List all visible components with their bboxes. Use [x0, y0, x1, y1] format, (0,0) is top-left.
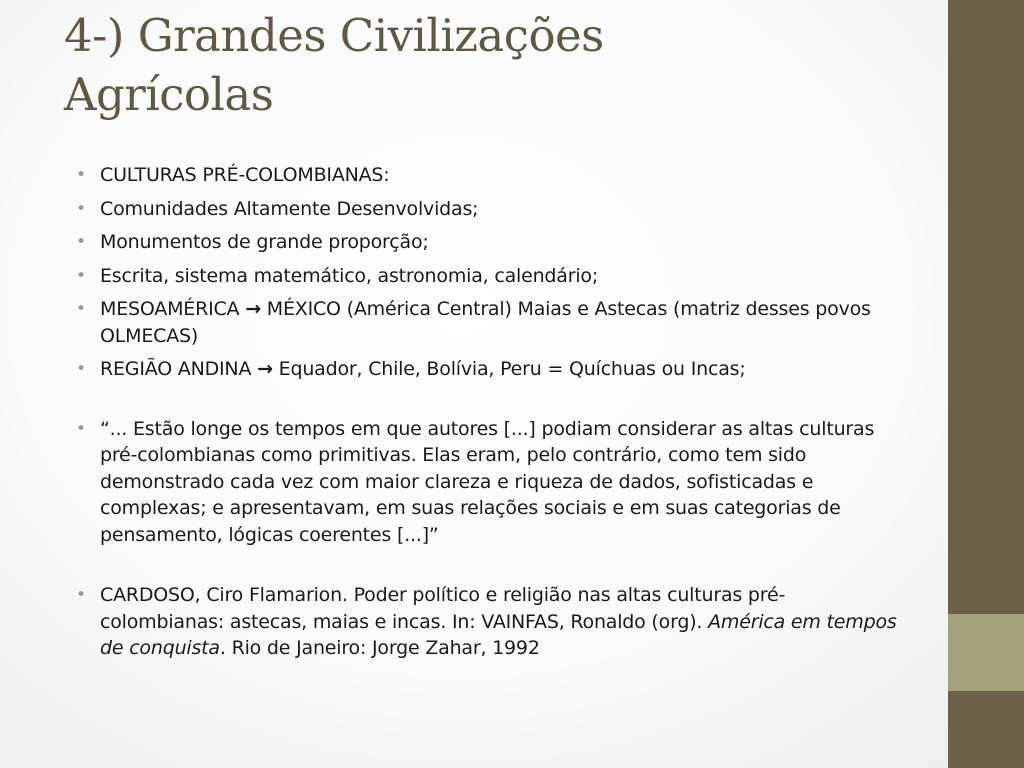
- bullet-text-end: MÉXICO (América Central) Maias e Astecas (matriz desses povos OLMECAS): [100, 298, 871, 347]
- bullet-icon: •: [76, 198, 86, 219]
- slide-title: [64, 6, 924, 124]
- citation-text-start: CARDOSO, Ciro Flamarion. Poder político e religião nas altas culturas pré-colombianas: astecas, maias e incas. In: VAINFAS, Ronaldo (org).: [100, 584, 786, 633]
- bullet-item: [76, 263, 906, 290]
- right-arrow-icon: →: [257, 358, 273, 380]
- citation-text-end: . Rio de Janeiro: Jorge Zahar, 1992: [219, 637, 540, 659]
- citation-item: [76, 582, 906, 662]
- bullet-icon: •: [76, 232, 86, 252]
- slide-title-line-2: Agrícolas: [64, 68, 274, 121]
- bullet-text-start: REGIÃO ANDINA: [100, 358, 258, 380]
- citation-book-title: América em tempos de conquista: [100, 610, 897, 659]
- right-arrow-icon: →: [245, 298, 261, 320]
- bullet-icon: •: [76, 585, 86, 605]
- bullet-icon: •: [76, 165, 86, 185]
- bullet-item: [76, 162, 906, 189]
- bullet-text: Escrita, sistema matemático, astronomia, calendário;: [100, 264, 599, 287]
- bullet-text: Comunidades Altamente Desenvolvidas;: [100, 197, 479, 220]
- bullet-icon: •: [76, 359, 86, 379]
- bullet-item: [76, 356, 906, 383]
- slide-title-line-1: 4-) Grandes Civilizações: [64, 9, 604, 62]
- bullet-text: CULTURAS PRÉ-COLOMBIANAS:: [100, 164, 390, 186]
- bullet-icon: •: [76, 418, 86, 439]
- bullet-icon: •: [76, 299, 86, 319]
- quote-item: [76, 416, 906, 549]
- bullet-text-start: MESOAMÉRICA: [100, 298, 246, 320]
- bullet-item: [76, 229, 906, 256]
- bullet-text-end: Equador, Chile, Bolívia, Peru = Quíchuas ou Incas;: [272, 358, 746, 380]
- bullet-text: Monumentos de grande proporção;: [100, 231, 429, 253]
- quote-text: “... Estão longe os tempos em que autores [...] podiam considerar as altas culturas pré-colombianas como primitivas. Elas eram, pelo contrário, como tem sido demonstrado cada vez com maior clareza e riqueza de dados, sofisticadas e complexas; e apresentavam, em suas relações sociais e em suas categorias de pensamento, lógicas coerentes [...]”: [100, 417, 875, 546]
- bullet-list: [76, 162, 906, 669]
- bullet-icon: •: [76, 265, 86, 286]
- side-decoration-accent: [948, 614, 1024, 691]
- bullet-item: [76, 196, 906, 223]
- bullet-item: [76, 296, 906, 349]
